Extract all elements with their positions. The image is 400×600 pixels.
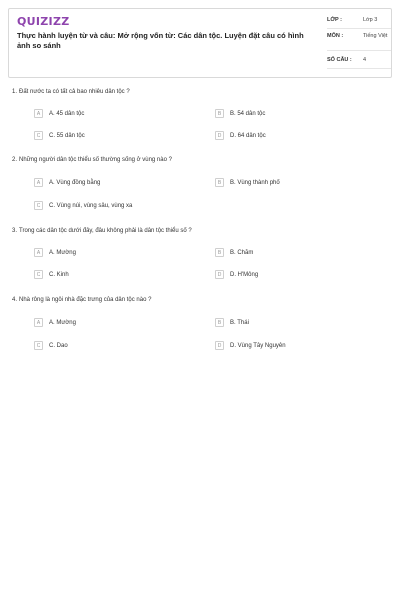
option-text: C. Vùng núi, vùng sâu, vùng xa bbox=[49, 202, 133, 209]
option-text: C. 55 dân tộc bbox=[49, 132, 85, 139]
question-text: Những người dân tộc thiểu số thường sống ở vùng nào ? bbox=[19, 157, 172, 163]
option-text: C. Kinh bbox=[49, 271, 69, 278]
question-text: Nhà rông là ngôi nhà đặc trưng của dân tộc nào ? bbox=[19, 297, 152, 303]
q4-option-b[interactable] bbox=[215, 318, 249, 327]
option-text: B. Thái bbox=[230, 319, 249, 326]
option-letter-box: B bbox=[215, 318, 224, 327]
q1-option-c[interactable] bbox=[34, 131, 85, 140]
q4-option-a[interactable] bbox=[34, 318, 76, 327]
question-number: 3. bbox=[12, 228, 18, 234]
option-text: A. 45 dân tộc bbox=[49, 110, 85, 117]
q2-option-b[interactable] bbox=[215, 178, 280, 187]
option-letter-box: A bbox=[34, 248, 43, 257]
q2-option-c[interactable] bbox=[34, 201, 132, 210]
q3-option-c[interactable] bbox=[34, 270, 69, 279]
option-letter-box: D bbox=[215, 341, 224, 350]
option-letter-box: B bbox=[215, 109, 224, 118]
q2-option-a[interactable] bbox=[34, 178, 100, 187]
meta-key-grade: LỚP : bbox=[327, 17, 342, 23]
meta-key-question-count: SỐ CÂU : bbox=[327, 57, 352, 63]
q1-option-a[interactable] bbox=[34, 109, 84, 118]
option-letter-box: D bbox=[215, 131, 224, 140]
option-letter-box: C bbox=[34, 341, 43, 350]
meta-val-grade: Lớp 3 bbox=[363, 17, 378, 23]
meta-val-subject: Tiếng Việt bbox=[363, 33, 388, 39]
option-text: A. Vùng đồng bằng bbox=[49, 179, 101, 186]
option-text: D. 64 dân tộc bbox=[230, 132, 266, 139]
option-letter-box: A bbox=[34, 109, 43, 118]
option-letter-box: D bbox=[215, 270, 224, 279]
question-number: 4. bbox=[12, 297, 18, 303]
meta-val-question-count: 4 bbox=[363, 57, 367, 63]
q4-option-d[interactable] bbox=[215, 341, 286, 350]
question-text: Trong các dân tộc dưới đây, đâu không phải là dân tộc thiểu số ? bbox=[19, 228, 192, 234]
q1-option-b[interactable] bbox=[215, 109, 265, 118]
option-letter-box: B bbox=[215, 178, 224, 187]
q1-option-d[interactable] bbox=[215, 131, 266, 140]
option-text: D. H'Mông bbox=[230, 271, 259, 278]
quizizz-logo: QUIZIZZ bbox=[17, 15, 70, 28]
meta-key-subject: MÔN : bbox=[327, 33, 344, 39]
option-text: A. Mường bbox=[49, 319, 76, 326]
meta-row-question-count bbox=[327, 57, 391, 69]
option-text: B. 54 dân tộc bbox=[230, 110, 266, 117]
q3-option-d[interactable] bbox=[215, 270, 258, 279]
option-text: B. Vùng thành phố bbox=[230, 179, 280, 186]
meta-row-subject bbox=[327, 33, 391, 51]
meta-row-grade bbox=[327, 17, 391, 29]
option-letter-box: B bbox=[215, 248, 224, 257]
q3-option-a[interactable] bbox=[34, 248, 76, 257]
option-text: C. Dao bbox=[49, 342, 68, 349]
option-text: D. Vùng Tây Nguyên bbox=[230, 342, 286, 349]
option-letter-box: C bbox=[34, 270, 43, 279]
question-text: Đất nước ta có tất cả bao nhiêu dân tộc ? bbox=[19, 89, 130, 95]
q3-option-b[interactable] bbox=[215, 248, 253, 257]
option-text: A. Mường bbox=[49, 249, 76, 256]
q4-option-c[interactable] bbox=[34, 341, 68, 350]
worksheet-header bbox=[8, 8, 392, 78]
question-number: 1. bbox=[12, 89, 18, 95]
worksheet-title: Thực hành luyện từ và câu: Mở rộng vốn từ: Các dân tộc. Luyện đặt câu có hình ảnh so sánh bbox=[17, 31, 304, 50]
option-letter-box: C bbox=[34, 201, 43, 210]
option-letter-box: C bbox=[34, 131, 43, 140]
option-letter-box: A bbox=[34, 318, 43, 327]
question-number: 2. bbox=[12, 157, 18, 163]
option-letter-box: A bbox=[34, 178, 43, 187]
option-text: B. Chăm bbox=[230, 249, 254, 256]
